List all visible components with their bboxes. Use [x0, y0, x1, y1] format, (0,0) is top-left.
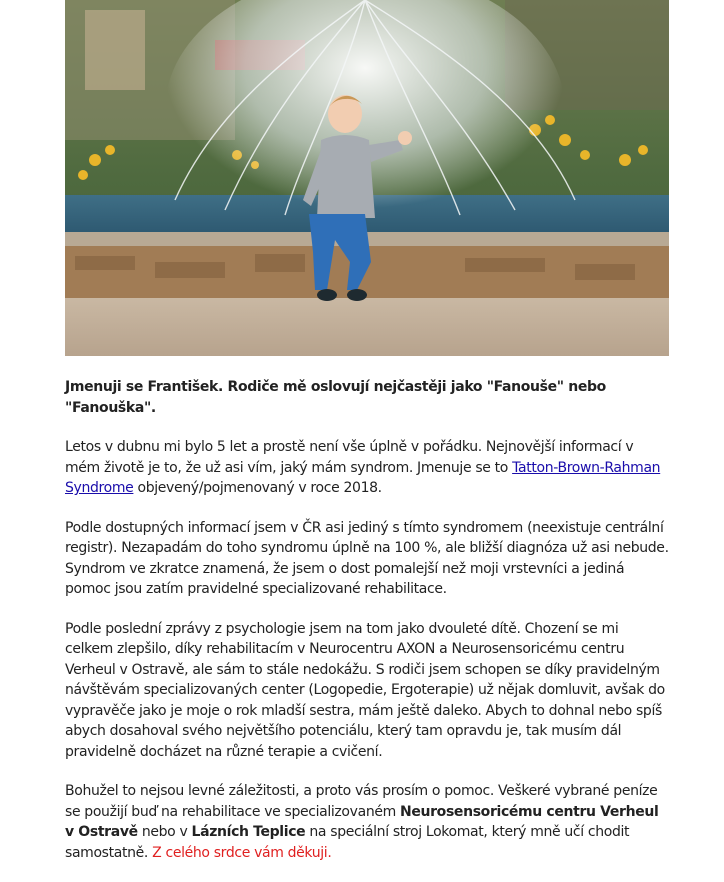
syndrome-link[interactable]: Tatton-Brown-Rahman Syndrome [65, 459, 661, 496]
p1-text-after: objevený/pojmenovaný v roce 2018. [133, 480, 382, 496]
paragraph-psychology: Podle poslední zprávy z psychologie jsem na tom jako dvouleté dítě. Chození se mi celkem zlepšilo, díky rehabilitacím v Neurocentru AXON a Neurosensoricému centru Verheul v Ostravě, ale sám to stále nedokážu. S rodiči jsem schopen se díky pravidelným návštěvám specializovaných center (Logopedie, Ergoterapie) už nějak domluvit, avšak do vypravěče jako je moje o rok mladší sestra, mám ještě daleko. Abych to dohnal nebo spíš abych dosahoval svého největšího potenciálu, který tam opravdu je, tak musím dál pravidelně docházet na různé terapie a cvičení. [65, 620, 665, 760]
story-text [65, 377, 669, 882]
intro-paragraph [65, 377, 669, 418]
paragraph-appeal [65, 781, 669, 863]
paragraph-registry: Podle dostupných informací jsem v ČR asi jediný s tímto syndromem (neexistuje centrální registr). Nezapadám do toho syndromu úplně na 100 %, ale bližší diagnóza už asi nebude. Syndrom ve zkratce znamená, že jsem o dost pomalejší než moji vrstevníci a jediná pomoc jsou zatím pravidelné specializované rehabilitace. [65, 519, 669, 597]
thank-you-text: Z celého srdce vám děkuji. [152, 844, 332, 861]
p4-text-2: nebo v [137, 824, 192, 840]
paragraph-syndrome [65, 437, 669, 499]
p4-bold-spa: Lázních Teplice [191, 824, 306, 840]
intro-text: Jmenuji se František. Rodiče mě oslovují nejčastěji jako "Fanouše" nebo "Fanouška". [65, 379, 606, 416]
p4-bold-center: Neurosensoricému centru Verheul v Ostravě [65, 803, 659, 840]
p1-text-before: Letos v dubnu mi bylo 5 let a prostě není vše úplně v pořádku. Nejnovější informací v mém životě je to, že už asi vím, jaký mám syndrom. Jmenuje se to [65, 439, 634, 476]
fountain-photo [65, 0, 669, 356]
p4-text-1: Bohužel to nejsou levné záležitosti, a proto vás prosím o pomoc. Veškeré vybrané peníze se použijí buď na rehabilitace ve specializovaném [65, 783, 658, 820]
p4-text-3: na speciální stroj Lokomat, který mně učí chodit samostatně. [65, 824, 630, 861]
